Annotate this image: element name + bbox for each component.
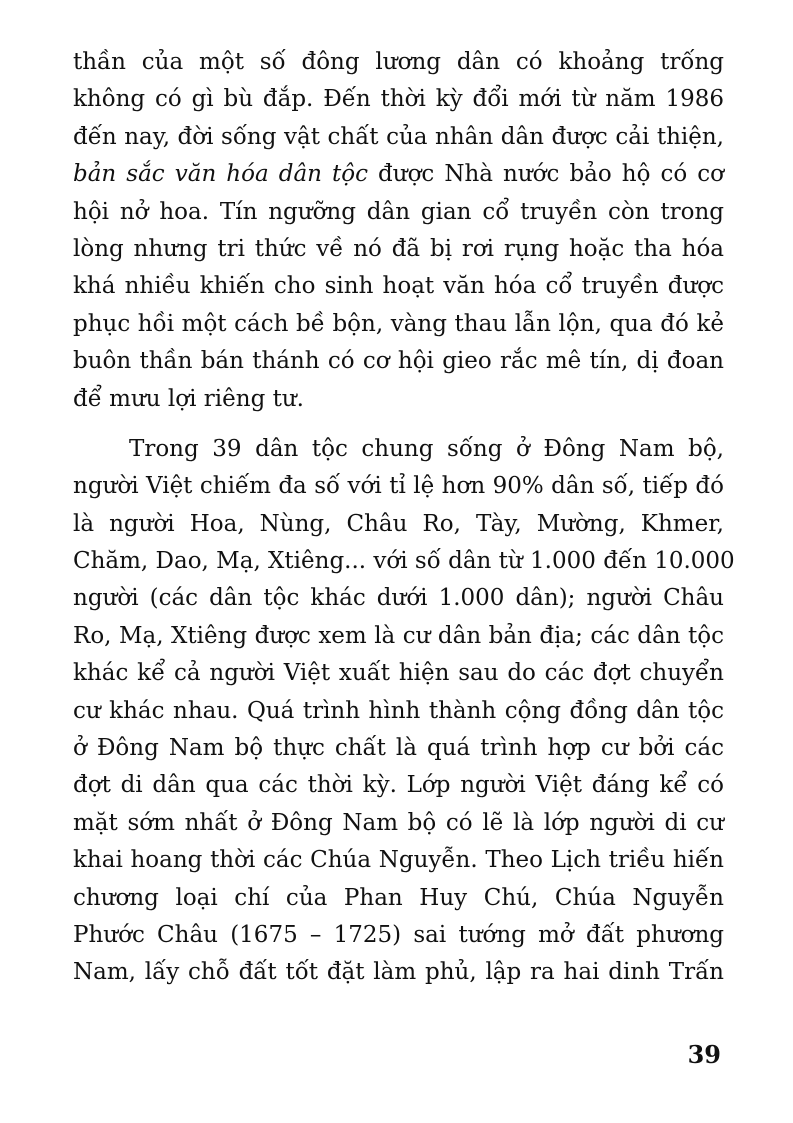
text-line: Phước Châu (1675 – 1725) sai tướng mở đất phương — [73, 921, 724, 948]
text-line: lòng nhưng tri thức về nó đã bị rơi rụng hoặc tha hóa — [73, 235, 724, 262]
text-run: được Nhà nước bảo hộ có cơ — [368, 161, 724, 188]
text-line — [73, 156, 724, 193]
text-line: cư khác nhau. Quá trình hình thành cộng đồng dân tộc — [73, 697, 724, 724]
text-line: Trong 39 dân tộc chung sống ở Đông Nam bộ, — [129, 435, 724, 462]
text-line: khác kể cả người Việt xuất hiện sau do các đợt chuyển — [73, 660, 724, 687]
text-line: người (các dân tộc khác dưới 1.000 dân); người Châu — [73, 585, 724, 612]
text-line: để mưu lợi riêng tư. — [73, 385, 304, 412]
text-line: người Việt chiếm đa số với tỉ lệ hơn 90% dân số, tiếp đó — [73, 473, 724, 500]
text-line: không có gì bù đắp. Đến thời kỳ đổi mới từ năm 1986 — [73, 86, 724, 113]
paragraph — [73, 44, 724, 418]
text-line: ở Đông Nam bộ thực chất là quá trình hợp cư bởi các — [73, 735, 724, 762]
text-line: Ro, Mạ, Xtiêng được xem là cư dân bản địa; các dân tộc — [73, 622, 724, 649]
italic-phrase: bản sắc văn hóa dân tộc — [73, 161, 368, 188]
text-line: đến nay, đời sống vật chất của nhân dân được cải thiện, — [73, 123, 724, 150]
text-line: buôn thần bán thánh có cơ hội gieo rắc mê tín, dị đoan — [73, 348, 724, 375]
text-line: là người Hoa, Nùng, Châu Ro, Tày, Mường, Khmer, — [73, 510, 724, 537]
text-line: khá nhiều khiến cho sinh hoạt văn hóa cổ truyền được — [73, 273, 724, 300]
text-line: đợt di dân qua các thời kỳ. Lớp người Việt đáng kể có — [73, 772, 724, 799]
paragraph — [73, 431, 735, 992]
text-line: khai hoang thời các Chúa Nguyễn. Theo Lịch triều hiến — [73, 847, 724, 874]
text-line: phục hồi một cách bề bộn, vàng thau lẫn lộn, qua đó kẻ — [73, 310, 724, 337]
paragraph-gap — [73, 418, 724, 431]
page-number: 39 — [687, 1040, 721, 1069]
text-line: Chăm, Dao, Mạ, Xtiêng... với số dân từ 1.000 đến 10.000 — [73, 548, 735, 575]
text-line: thần của một số đông lương dân có khoảng trống — [73, 49, 724, 75]
text-line: hội nở hoa. Tín ngưỡng dân gian cổ truyền còn trong — [73, 198, 724, 225]
text-line: Nam, lấy chỗ đất tốt đặt làm phủ, lập ra hai dinh Trấn — [73, 959, 724, 986]
text-line: chương loại chí của Phan Huy Chú, Chúa Nguyễn — [73, 884, 724, 911]
page-body — [73, 44, 735, 992]
text-line: mặt sớm nhất ở Đông Nam bộ có lẽ là lớp người di cư — [73, 809, 724, 836]
